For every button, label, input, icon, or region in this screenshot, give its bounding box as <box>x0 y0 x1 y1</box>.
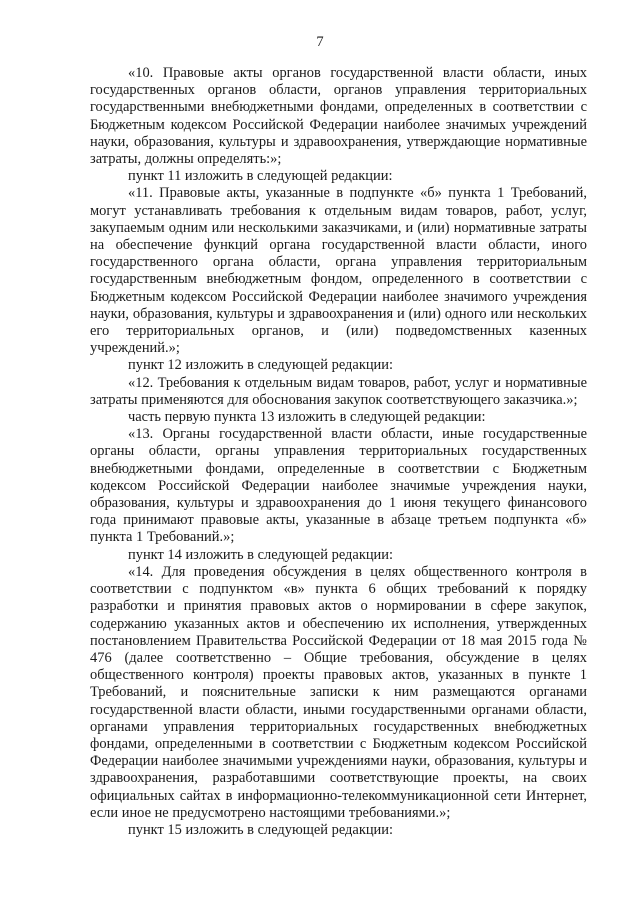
paragraph-quoted-item-13: «13. Органы государственной власти области, иные государственные органы области, органы управления территориальных государственных внебюджетными фондами, определенные в соответствии с Бюджетным кодексом Российской Федерации наиболее значимые учреждения науки, образования, культуры и здравоохранения до 1 июня текущего финансового года принимают правовые акты, указанные в абзаце третьем подпункта «б» пункта 1 Требований.»; <box>90 426 587 546</box>
paragraph-quoted-item-14: «14. Для проведения обсуждения в целях общественного контроля в соответствии с подпунктом «в» пункта 6 общих требований к порядку разработки и принятия правовых актов о нормировании в сфере закупок, содержанию указанных актов и обеспечению их исполнения, утвержденных постановлением Правительства Российской Федерации от 18 мая 2015 года № 476 (далее соответственно – Общие требования, обсуждение в целях общественного контроля) проекты правовых актов, указанных в пункте 1 Требований, и пояснительные записки к ним размещаются органами государственной власти области, иными государственными органами области, органами управления территориальных государственных внебюджетных фондами, определенными в соответствии с Бюджетным кодексом Российской Федерации наиболее значимыми учреждениями науки, образования, культуры и здравоохранения, разработавшими соответствующие проекты, на своих официальных сайтах в информационно-телекоммуникационной сети Интернет, если иное не предусмотрено настоящими требованиями.»; <box>90 563 587 821</box>
paragraph-amend-item-11: пункт 11 изложить в следующей редакции: <box>128 168 393 185</box>
page-number: 7 <box>316 34 324 50</box>
paragraph-quoted-item-12: «12. Требования к отдельным видам товаров, работ, услуг и нормативные затраты применяются для обоснования закупок соответствующего заказчика.»; <box>90 374 587 408</box>
paragraph-amend-item-15: пункт 15 изложить в следующей редакции: <box>128 821 394 838</box>
document-body <box>90 65 587 839</box>
paragraph-amend-item-14: пункт 14 изложить в следующей редакции: <box>128 546 394 563</box>
paragraph-quoted-item-10: «10. Правовые акты органов государственной власти области, иных государственных органов области, органов управления территориальных государственными внебюджетными фондами, определенных в соответствии с Бюджетным кодексом Российской Федерации наиболее значимых учреждений науки, образования, культуры и здравоохранения, утверждающие нормативные затраты, должны определять:»; <box>90 65 587 168</box>
paragraph-amend-item-13: часть первую пункта 13 изложить в следующей редакции: <box>128 409 486 426</box>
paragraph-quoted-item-11: «11. Правовые акты, указанные в подпункте «б» пункта 1 Требований, могут устанавливать требования к отдельным видам товаров, работ, услуг, закупаемым одним или несколькими заказчиками, и (или) нормативные затраты на обеспечение функций органа государственной власти области, иного государственного органа области, органа управления территориальным государственным внебюджетным фондом, определенного в соответствии с Бюджетным кодексом Российской Федерации наиболее значимого учреждения науки, образования, культуры и здравоохранения и (или) одного или нескольких его территориальных органов, и (или) подведомственных казенных учреждений.»; <box>90 185 587 357</box>
paragraph-amend-item-12: пункт 12 изложить в следующей редакции: <box>128 357 394 374</box>
